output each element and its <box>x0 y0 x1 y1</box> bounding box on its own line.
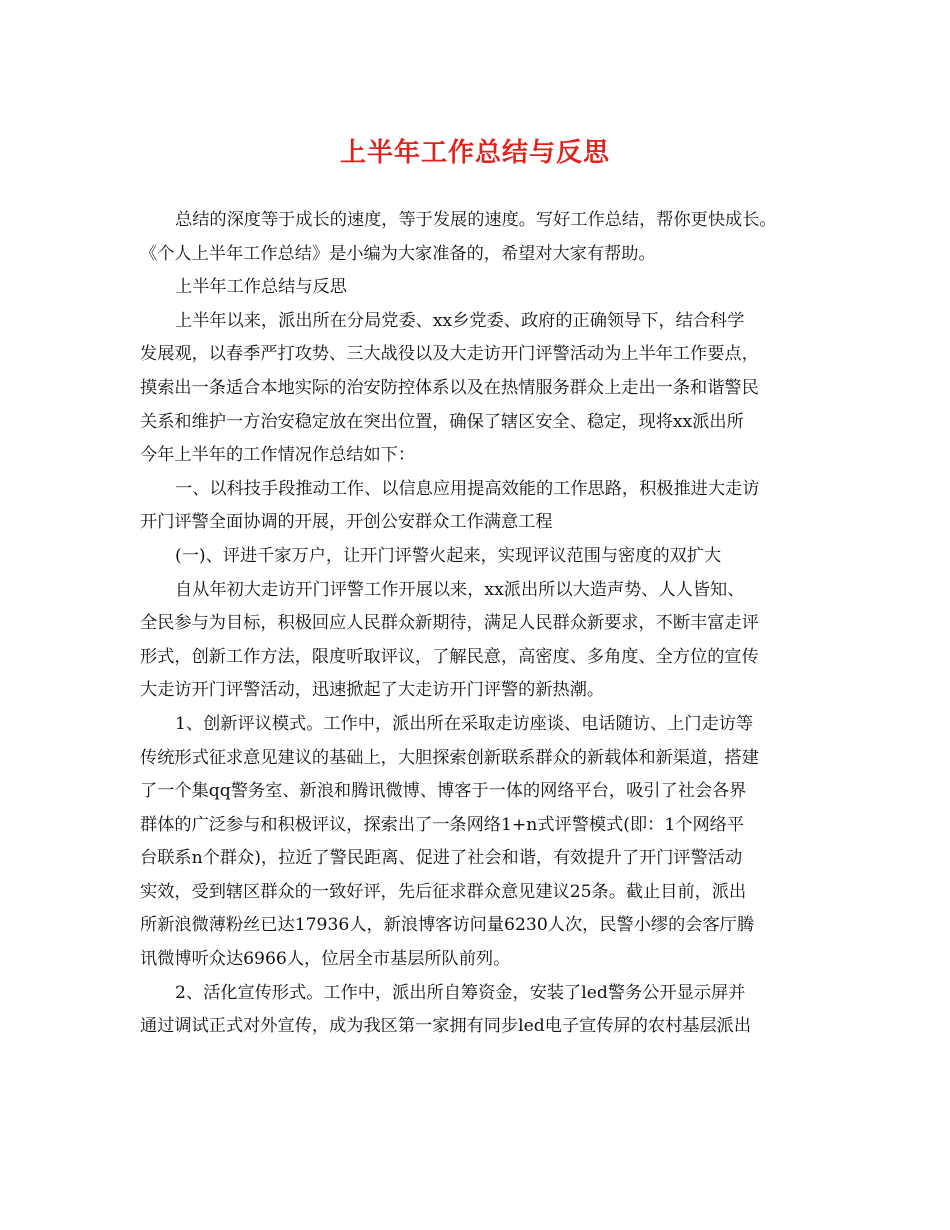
body-line: 今年上半年的工作情况作总结如下： <box>140 445 416 466</box>
body-line: 关系和维护一方治安稳定放在突出位置，确保了辖区安全、稳定，现将xx派出所 <box>140 411 744 432</box>
body-line: 发展观，以春季严打攻势、三大战役以及大走访开门评警活动为上半年工作要点， <box>140 344 759 365</box>
body-line: 摸索出一条适合本地实际的治安防控体系以及在热情服务群众上走出一条和谐警民 <box>140 377 759 398</box>
body-line: 通过调试正式对外宣传，成为我区第一家拥有同步led电子宣传屏的农村基层派出 <box>140 1016 752 1037</box>
body-line: 了一个集qq警务室、新浪和腾讯微博、博客于一体的网络平台，吸引了社会各界 <box>140 781 747 802</box>
body-line: 上半年工作总结与反思 <box>175 277 347 298</box>
body-line: 实效，受到辖区群众的一致好评，先后征求群众意见建议25条。截止目前，派出 <box>140 881 747 902</box>
body-line: 总结的深度等于成长的速度，等于发展的速度。写好工作总结，帮你更快成长。 <box>175 210 777 230</box>
body-line: 一、以科技手段推动工作、以信息应用提高效能的工作思路，积极推进大走访 <box>175 478 760 499</box>
body-line: 所新浪微薄粉丝已达17936人，新浪博客访问量6230人次，民警小缪的会客厅腾 <box>140 915 755 936</box>
body-line: 传统形式征求意见建议的基础上，大胆探索创新联系群众的新载体和新渠道，搭建 <box>140 747 759 768</box>
body-line: 1、创新评议模式。工作中，派出所在采取走访座谈、电话随访、上门走访等 <box>175 713 754 734</box>
body-line: 形式，创新工作方法，限度听取评议，了解民意，高密度、多角度、全方位的宣传 <box>140 646 759 667</box>
body-line: 全民参与为目标，积极回应人民群众新期待，满足人民群众新要求，不断丰富走评 <box>140 613 759 634</box>
document-body <box>140 204 816 1044</box>
document-title: 上半年工作总结与反思 <box>339 138 610 168</box>
body-line: 讯微博听众达6966人，位居全市基层所队前列。 <box>140 949 511 970</box>
body-line: 自从年初大走访开门评警工作开展以来，xx派出所以大造声势、人人皆知、 <box>175 579 745 600</box>
body-line: 大走访开门评警活动，迅速掀起了大走访开门评警的新热潮。 <box>140 680 605 701</box>
body-line: (一)、评进千家万户，让开门评警火起来，实现评议范围与密度的双扩大 <box>175 545 722 566</box>
body-line: 2、活化宣传形式。工作中，派出所自筹资金，安装了led警务公开显示屏并 <box>175 982 746 1003</box>
body-line: 群体的广泛参与和积极评议，探索出了一条网络1+n式评警模式(即：1个网络平 <box>140 814 745 835</box>
body-line: 台联系n个群众)，拉近了警民距离、促进了社会和谐，有效提升了开门评警活动 <box>140 848 743 869</box>
body-line: 上半年以来，派出所在分局党委、xx乡党委、政府的正确领导下，结合科学 <box>175 310 745 331</box>
body-line: 开门评警全面协调的开展，开创公安群众工作满意工程 <box>140 512 553 533</box>
body-line: 《个人上半年工作总结》是小编为大家准备的，希望对大家有帮助。 <box>140 243 656 264</box>
